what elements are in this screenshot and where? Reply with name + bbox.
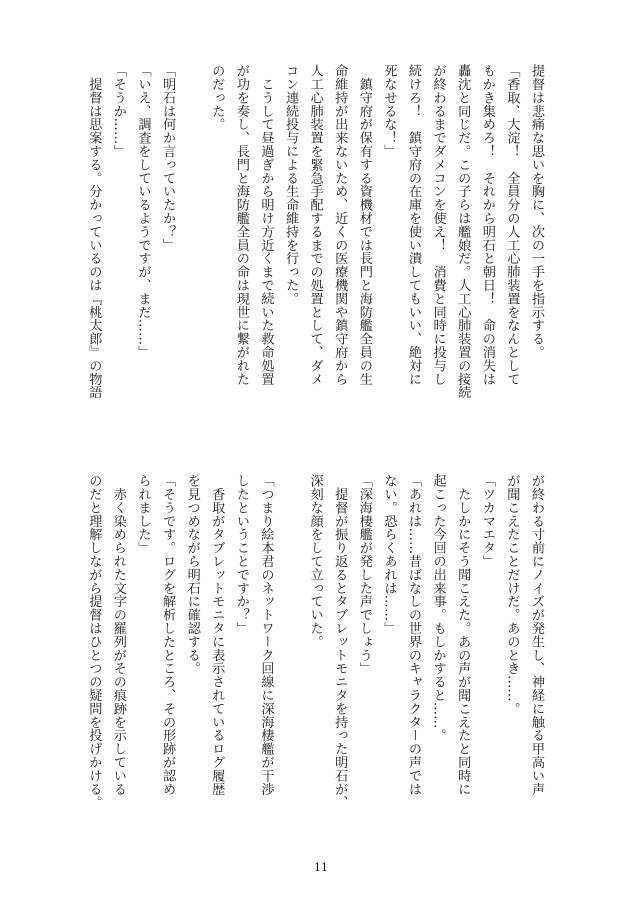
text-block-upper: 提督は悲痛な思いを胸に、次の一手を指示する。 「香取、大淀！ 全員分の人工心肺装置をなんとして もかき集めろ！ それから明石と朝日！ 命の消失は 轟沈と同じだ。この子らは艦娘だ。人工心肺装置の接続 が終わるまでダメコンを使え！ 消費と同時に投与し 続けろ！ 鎮守府の在庫を使い潰してもいい、絶対に 死なせるな！」 鎮守府が保有する資機材では長門と海防艦全員の生 命維持が出来ないため、近くの医療機関や鎮守府から 人工心肺装置を緊急手配するまでの処置として、ダメ コン連続投与による生命維持を行った。 こうして昼過ぎから明け方近くまで続いた救命処置 が功を奏し、長門と海防艦全員の命は現世に繋がれた のだった。 「明石は何か言っていたか？」 「いえ、調査をしているようですが、まだ……」 「そうか……」 提督は思案する。分かっているのは『桃太郎』の物語: [86, 64, 544, 399]
page-number: 11: [314, 861, 328, 874]
text-block-lower: が終わる寸前にノイズが発生し、神経に触る甲高い声 が聞こえたことだけだ。あのとき……。 「ツカマエタ」 たしかにそう聞こえた。あの声が聞こえたと同時に 起こった今回の出来事。もしかすると……。 「あれは……昔ばなしの世界のキャラクターの声では ない。恐らくあれは……」 「深海棲艦が発した声でしょう」 提督が振り返るとタブレットモニタを持った明石が、 深刻な顔をして立っていた。 「つまり絵本君のネットワーク回線に深海棲艦が干渉 したということですか？」 香取がタブレットモニタに表示されているログ履歴 を見つめながら明石に確認する。 「そうです。ログを解析したところ、その形跡が認め られました」 赤く染められた文字の羅列がその痕跡を示している のだと理解しながら提督はひとつの疑問を投げかける。: [86, 474, 544, 809]
